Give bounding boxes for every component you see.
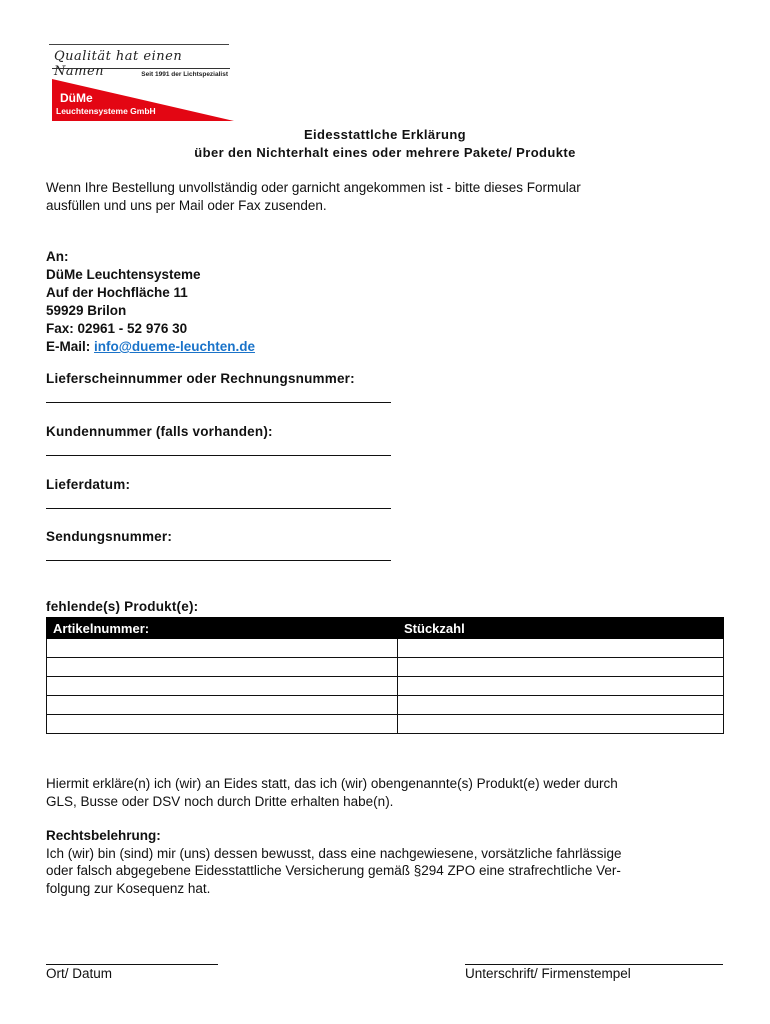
legal-heading: Rechtsbelehrung: bbox=[46, 828, 161, 843]
field-line-delivery-date[interactable] bbox=[46, 508, 391, 509]
legal-notice bbox=[46, 827, 726, 897]
logo-top-rule bbox=[49, 44, 229, 45]
quantity-cell[interactable] bbox=[398, 639, 724, 658]
products-table bbox=[46, 617, 724, 734]
place-date-label: Ort/ Datum bbox=[46, 966, 113, 981]
table-row bbox=[47, 696, 724, 715]
signature-line[interactable] bbox=[465, 964, 723, 965]
field-line-delivery-invoice-number[interactable] bbox=[46, 402, 391, 403]
legal-line-3: folgung zur Kosequenz hat. bbox=[46, 880, 211, 896]
column-header-quantity: Stückzahl bbox=[398, 618, 724, 639]
products-table-header bbox=[47, 618, 724, 639]
signature-label: Unterschrift/ Firmenstempel bbox=[465, 966, 631, 981]
logo-slogan: Qualität hat einen Namen bbox=[54, 49, 183, 79]
table-row bbox=[47, 677, 724, 696]
address-email-label: E-Mail: bbox=[46, 339, 91, 354]
products-heading: fehlende(s) Produkt(e): bbox=[46, 599, 199, 614]
field-line-tracking-number[interactable] bbox=[46, 560, 391, 561]
article-number-cell[interactable] bbox=[47, 696, 398, 715]
article-number-cell[interactable] bbox=[47, 639, 398, 658]
quantity-cell[interactable] bbox=[398, 677, 724, 696]
declaration-line-1: Hiermit erkläre(n) ich (wir) an Eides statt, das ich (wir) obengenannte(s) Produkt(e) weder durch bbox=[46, 776, 618, 791]
article-number-cell[interactable] bbox=[47, 715, 398, 734]
place-date-line[interactable] bbox=[46, 964, 218, 965]
logo-since: Seit 1991 der Lichtspezialist bbox=[141, 71, 228, 78]
declaration-line-2: GLS, Busse oder DSV noch durch Dritte erhalten habe(n). bbox=[46, 793, 394, 809]
article-number-cell[interactable] bbox=[47, 677, 398, 696]
document-subtitle: über den Nichterhalt eines oder mehrere Pakete/ Produkte bbox=[194, 145, 576, 160]
address-email-row bbox=[46, 338, 255, 356]
field-line-customer-number[interactable] bbox=[46, 455, 391, 456]
quantity-cell[interactable] bbox=[398, 715, 724, 734]
recipient-address bbox=[46, 248, 255, 356]
field-label-customer-number: Kundennummer (falls vorhanden): bbox=[46, 424, 273, 439]
declaration-text bbox=[46, 775, 726, 810]
address-city: 59929 Brilon bbox=[46, 303, 127, 318]
logo-brand-sub: Leuchtensysteme GmbH bbox=[56, 106, 156, 116]
table-row bbox=[47, 658, 724, 677]
column-header-article-number: Artikelnummer: bbox=[47, 618, 398, 639]
quantity-cell[interactable] bbox=[398, 696, 724, 715]
intro-line-2: ausfüllen und uns per Mail oder Fax zusenden. bbox=[46, 198, 327, 213]
legal-line-1: Ich (wir) bin (sind) mir (uns) dessen bewusst, dass eine nachgewiesene, vorsätzliche fahrlässige bbox=[46, 845, 622, 861]
field-label-delivery-date: Lieferdatum: bbox=[46, 477, 131, 492]
document-title: Eidesstattlche Erklärung bbox=[303, 127, 467, 142]
company-logo bbox=[46, 44, 236, 124]
table-row bbox=[47, 639, 724, 658]
address-company: DüMe Leuchtensysteme bbox=[46, 267, 201, 282]
logo-brand-name: DüMe bbox=[60, 91, 93, 105]
article-number-cell[interactable] bbox=[47, 658, 398, 677]
field-label-tracking-number: Sendungsnummer: bbox=[46, 529, 173, 544]
field-label-delivery-invoice-number: Lieferscheinnummer oder Rechnungsnummer: bbox=[46, 371, 355, 386]
address-to: An: bbox=[46, 249, 69, 264]
quantity-cell[interactable] bbox=[398, 658, 724, 677]
intro-line-1: Wenn Ihre Bestellung unvollständig oder garnicht angekommen ist - bitte dieses Formular bbox=[46, 180, 581, 195]
intro-text bbox=[46, 179, 726, 215]
legal-line-2: oder falsch abgegebene Eidesstattliche Versicherung gemäß §294 ZPO eine strafrechtliche Ver- bbox=[46, 863, 621, 878]
email-link[interactable]: info@dueme-leuchten.de bbox=[94, 339, 255, 354]
address-fax: Fax: 02961 - 52 976 30 bbox=[46, 321, 188, 336]
table-row bbox=[47, 715, 724, 734]
logo-slogan-rule bbox=[52, 68, 230, 69]
address-street: Auf der Hochfläche 11 bbox=[46, 285, 188, 300]
